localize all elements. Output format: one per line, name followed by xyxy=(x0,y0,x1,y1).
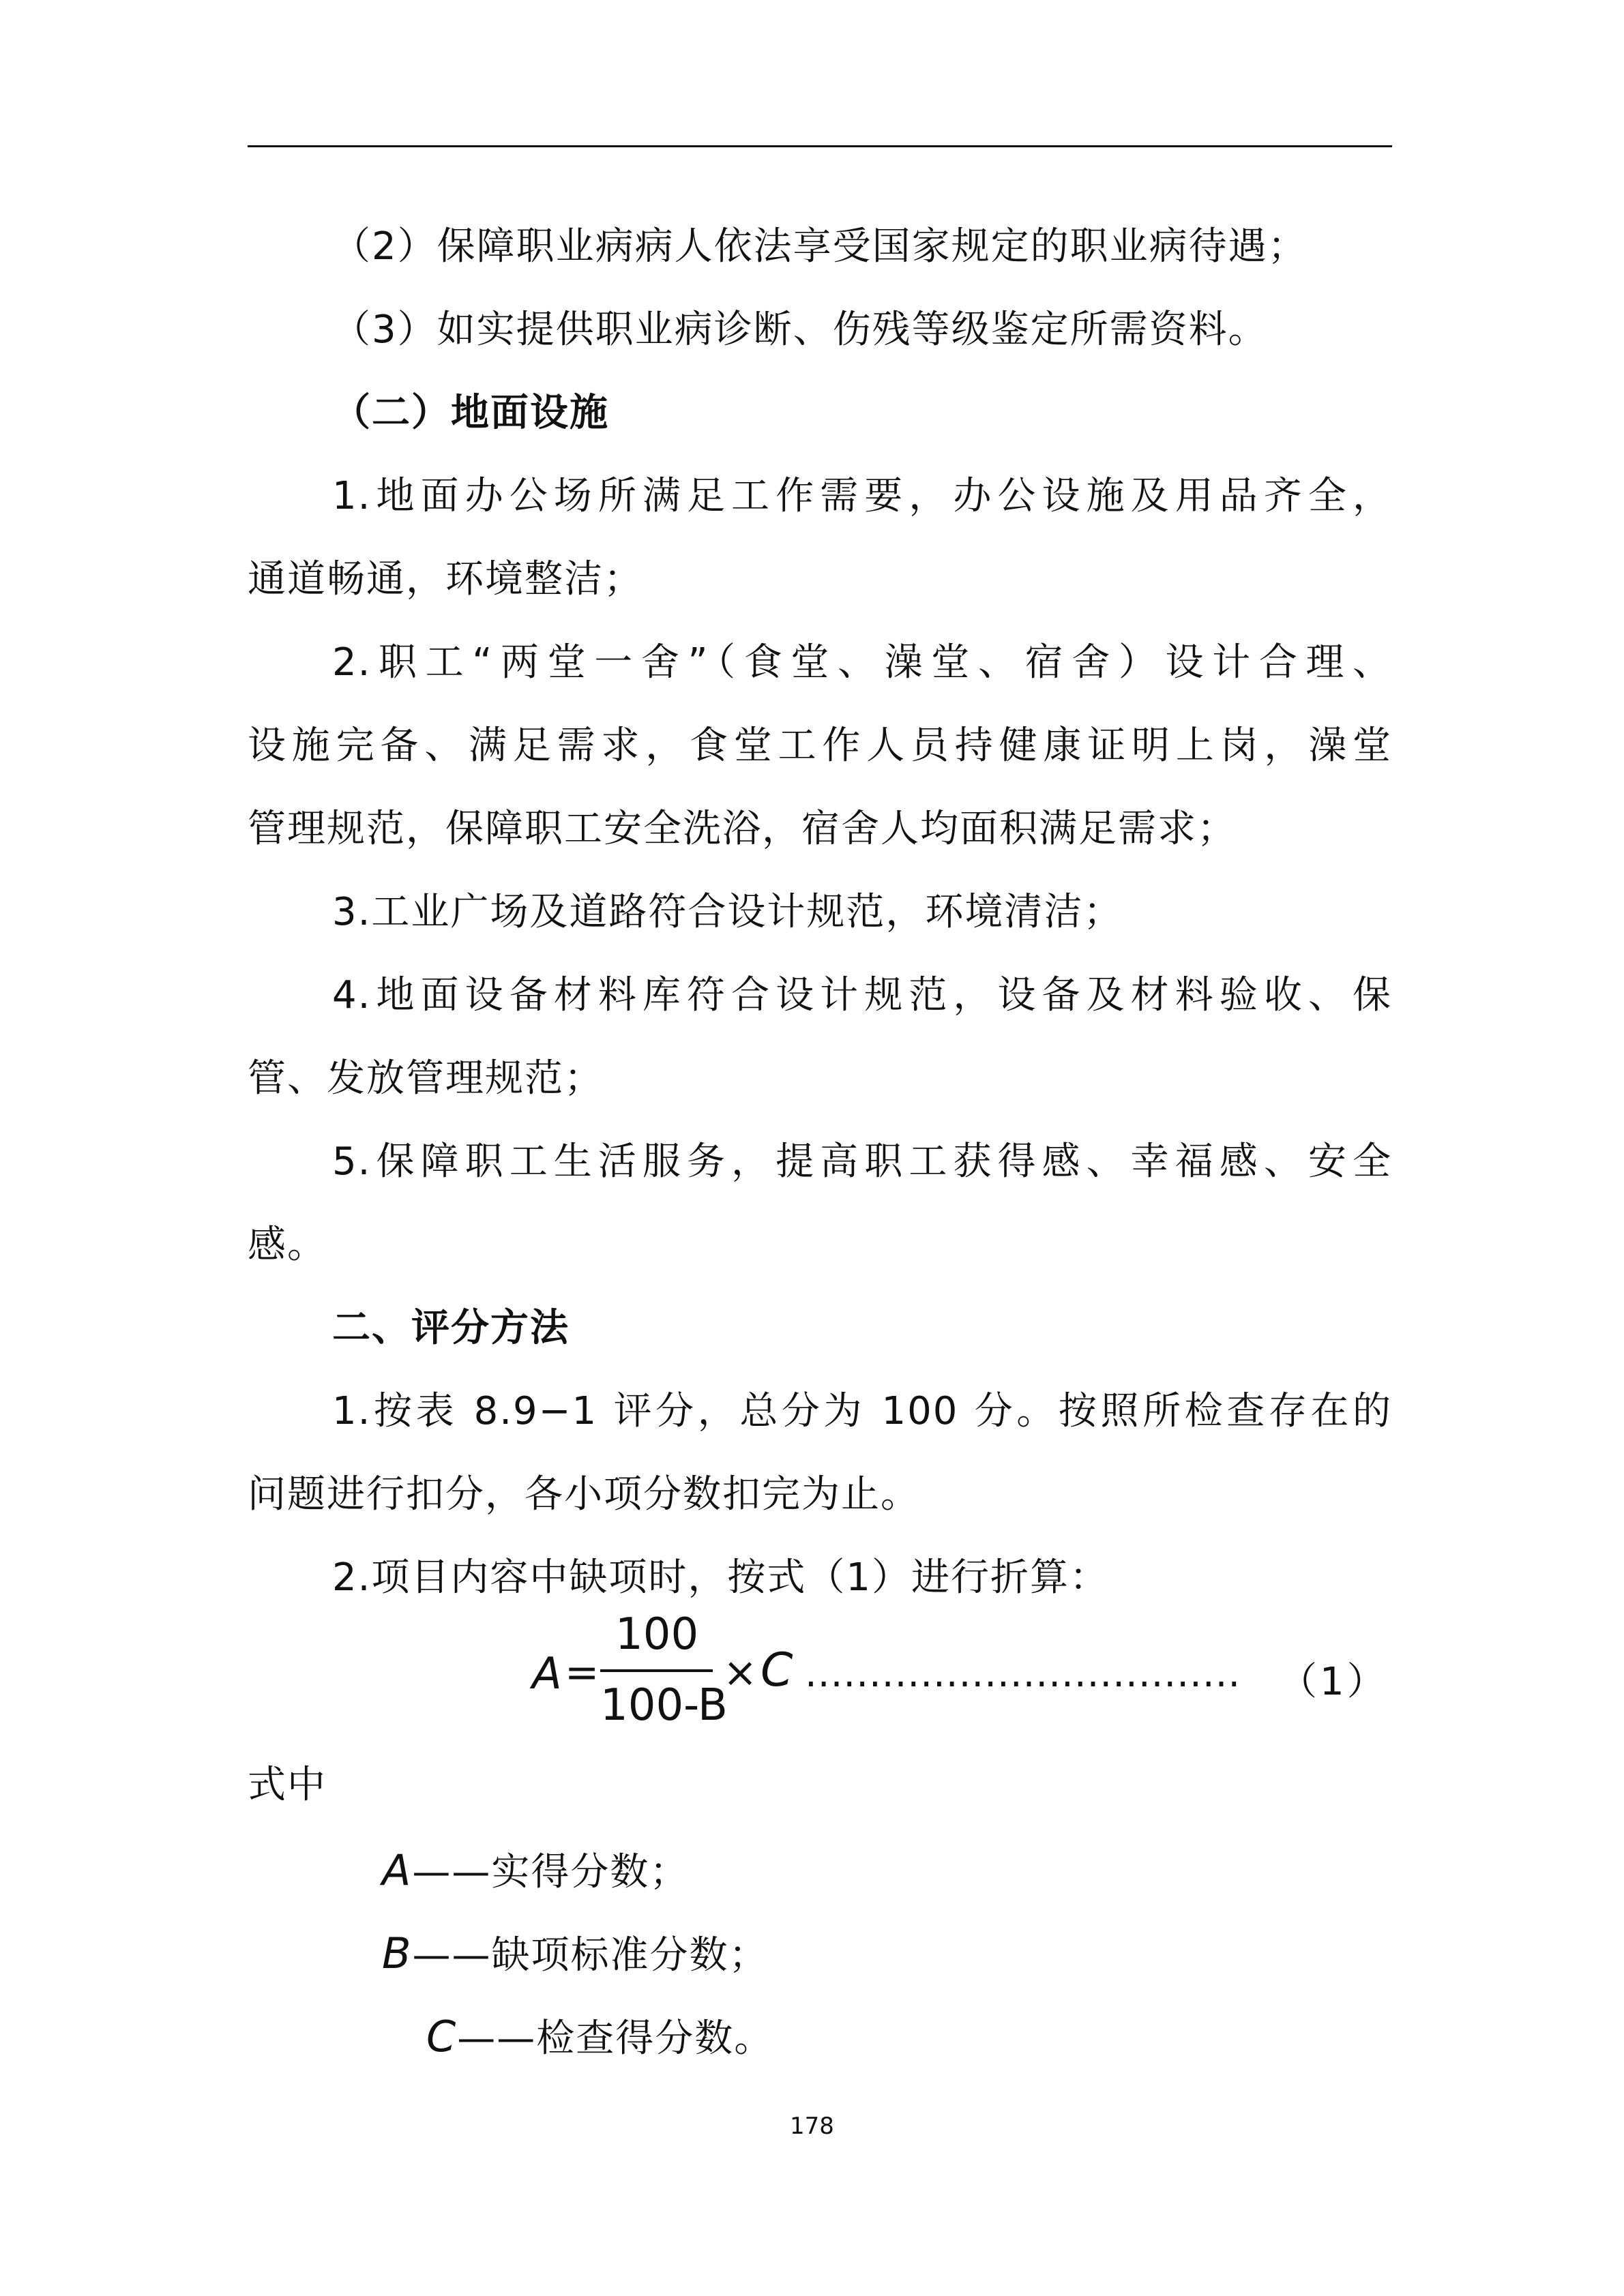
paragraph-line: 式中 xyxy=(248,1763,327,1807)
paragraph-line: 管、发放管理规范； xyxy=(248,1056,604,1101)
paragraph-line: （3）如实提供职业病诊断、伤残等级鉴定所需资料。 xyxy=(332,308,1268,352)
formula-lhs: A xyxy=(532,1649,562,1699)
fraction-bar xyxy=(600,1669,713,1672)
paragraph-line: 5.保障职工生活服务，提高职工获得感、幸福感、安全 xyxy=(332,1139,1392,1184)
paragraph-line: 管理规范，保障职工安全洗浴，宿舍人均面积满足需求； xyxy=(248,807,1237,851)
formula-times: × xyxy=(723,1649,758,1697)
formula-numerator: 100 xyxy=(615,1609,699,1660)
formula-fraction xyxy=(600,1609,728,1732)
paragraph-line: （2）保障职业病病人依法享受国家规定的职业病待遇； xyxy=(332,224,1308,269)
variable-description: ——实得分数； xyxy=(412,1850,690,1894)
variable-symbol: A xyxy=(382,1845,413,1895)
paragraph-line: 通道畅通，环境整洁； xyxy=(248,557,643,601)
paragraph-line: 1.按表 8.9−1 评分，总分为 100 分。按照所检查存在的 xyxy=(332,1389,1392,1433)
variable-description: ——检查得分数。 xyxy=(457,2016,774,2061)
paragraph-line: 2.项目内容中缺项时，按式（1）进行折算： xyxy=(332,1555,1110,1600)
variable-definition xyxy=(382,1845,690,1895)
formula-denominator: 100-B xyxy=(600,1680,728,1731)
paragraph-line: 1.地面办公场所满足工作需要，办公设施及用品齐全， xyxy=(332,474,1392,518)
paragraph-line: 问题进行扣分，各小项分数扣完为止。 xyxy=(248,1472,920,1517)
formula xyxy=(532,1609,1391,1746)
formula-equation-number: （1） xyxy=(1279,1660,1388,1704)
variable-symbol: B xyxy=(382,1928,413,1978)
header-rule xyxy=(248,145,1392,147)
variable-symbol: C xyxy=(426,2012,458,2061)
page-number: 178 xyxy=(790,2113,834,2140)
formula-equals: = xyxy=(565,1649,600,1697)
paragraph-line: 4.地面设备材料库符合设计规范，设备及材料验收、保 xyxy=(332,973,1392,1017)
variable-definition xyxy=(382,1928,769,1978)
paragraph-line: 3.工业广场及道路符合设计规范，环境清洁； xyxy=(332,890,1123,934)
variable-definition xyxy=(426,2012,774,2061)
paragraph-line: 感。 xyxy=(248,1223,327,1267)
formula-rhs: C xyxy=(761,1643,793,1697)
section-heading: 二、评分方法 xyxy=(332,1306,570,1350)
formula-leader-dots: .................................. xyxy=(805,1652,1241,1696)
section-heading: （二）地面设施 xyxy=(332,391,609,435)
variable-description: ——缺项标准分数； xyxy=(412,1933,769,1978)
paragraph-line: 设施完备、满足需求，食堂工作人员持健康证明上岗，澡堂 xyxy=(248,724,1392,768)
paragraph-line: 2.职工“两堂一舍”（食堂、澡堂、宿舍）设计合理、 xyxy=(332,640,1392,685)
